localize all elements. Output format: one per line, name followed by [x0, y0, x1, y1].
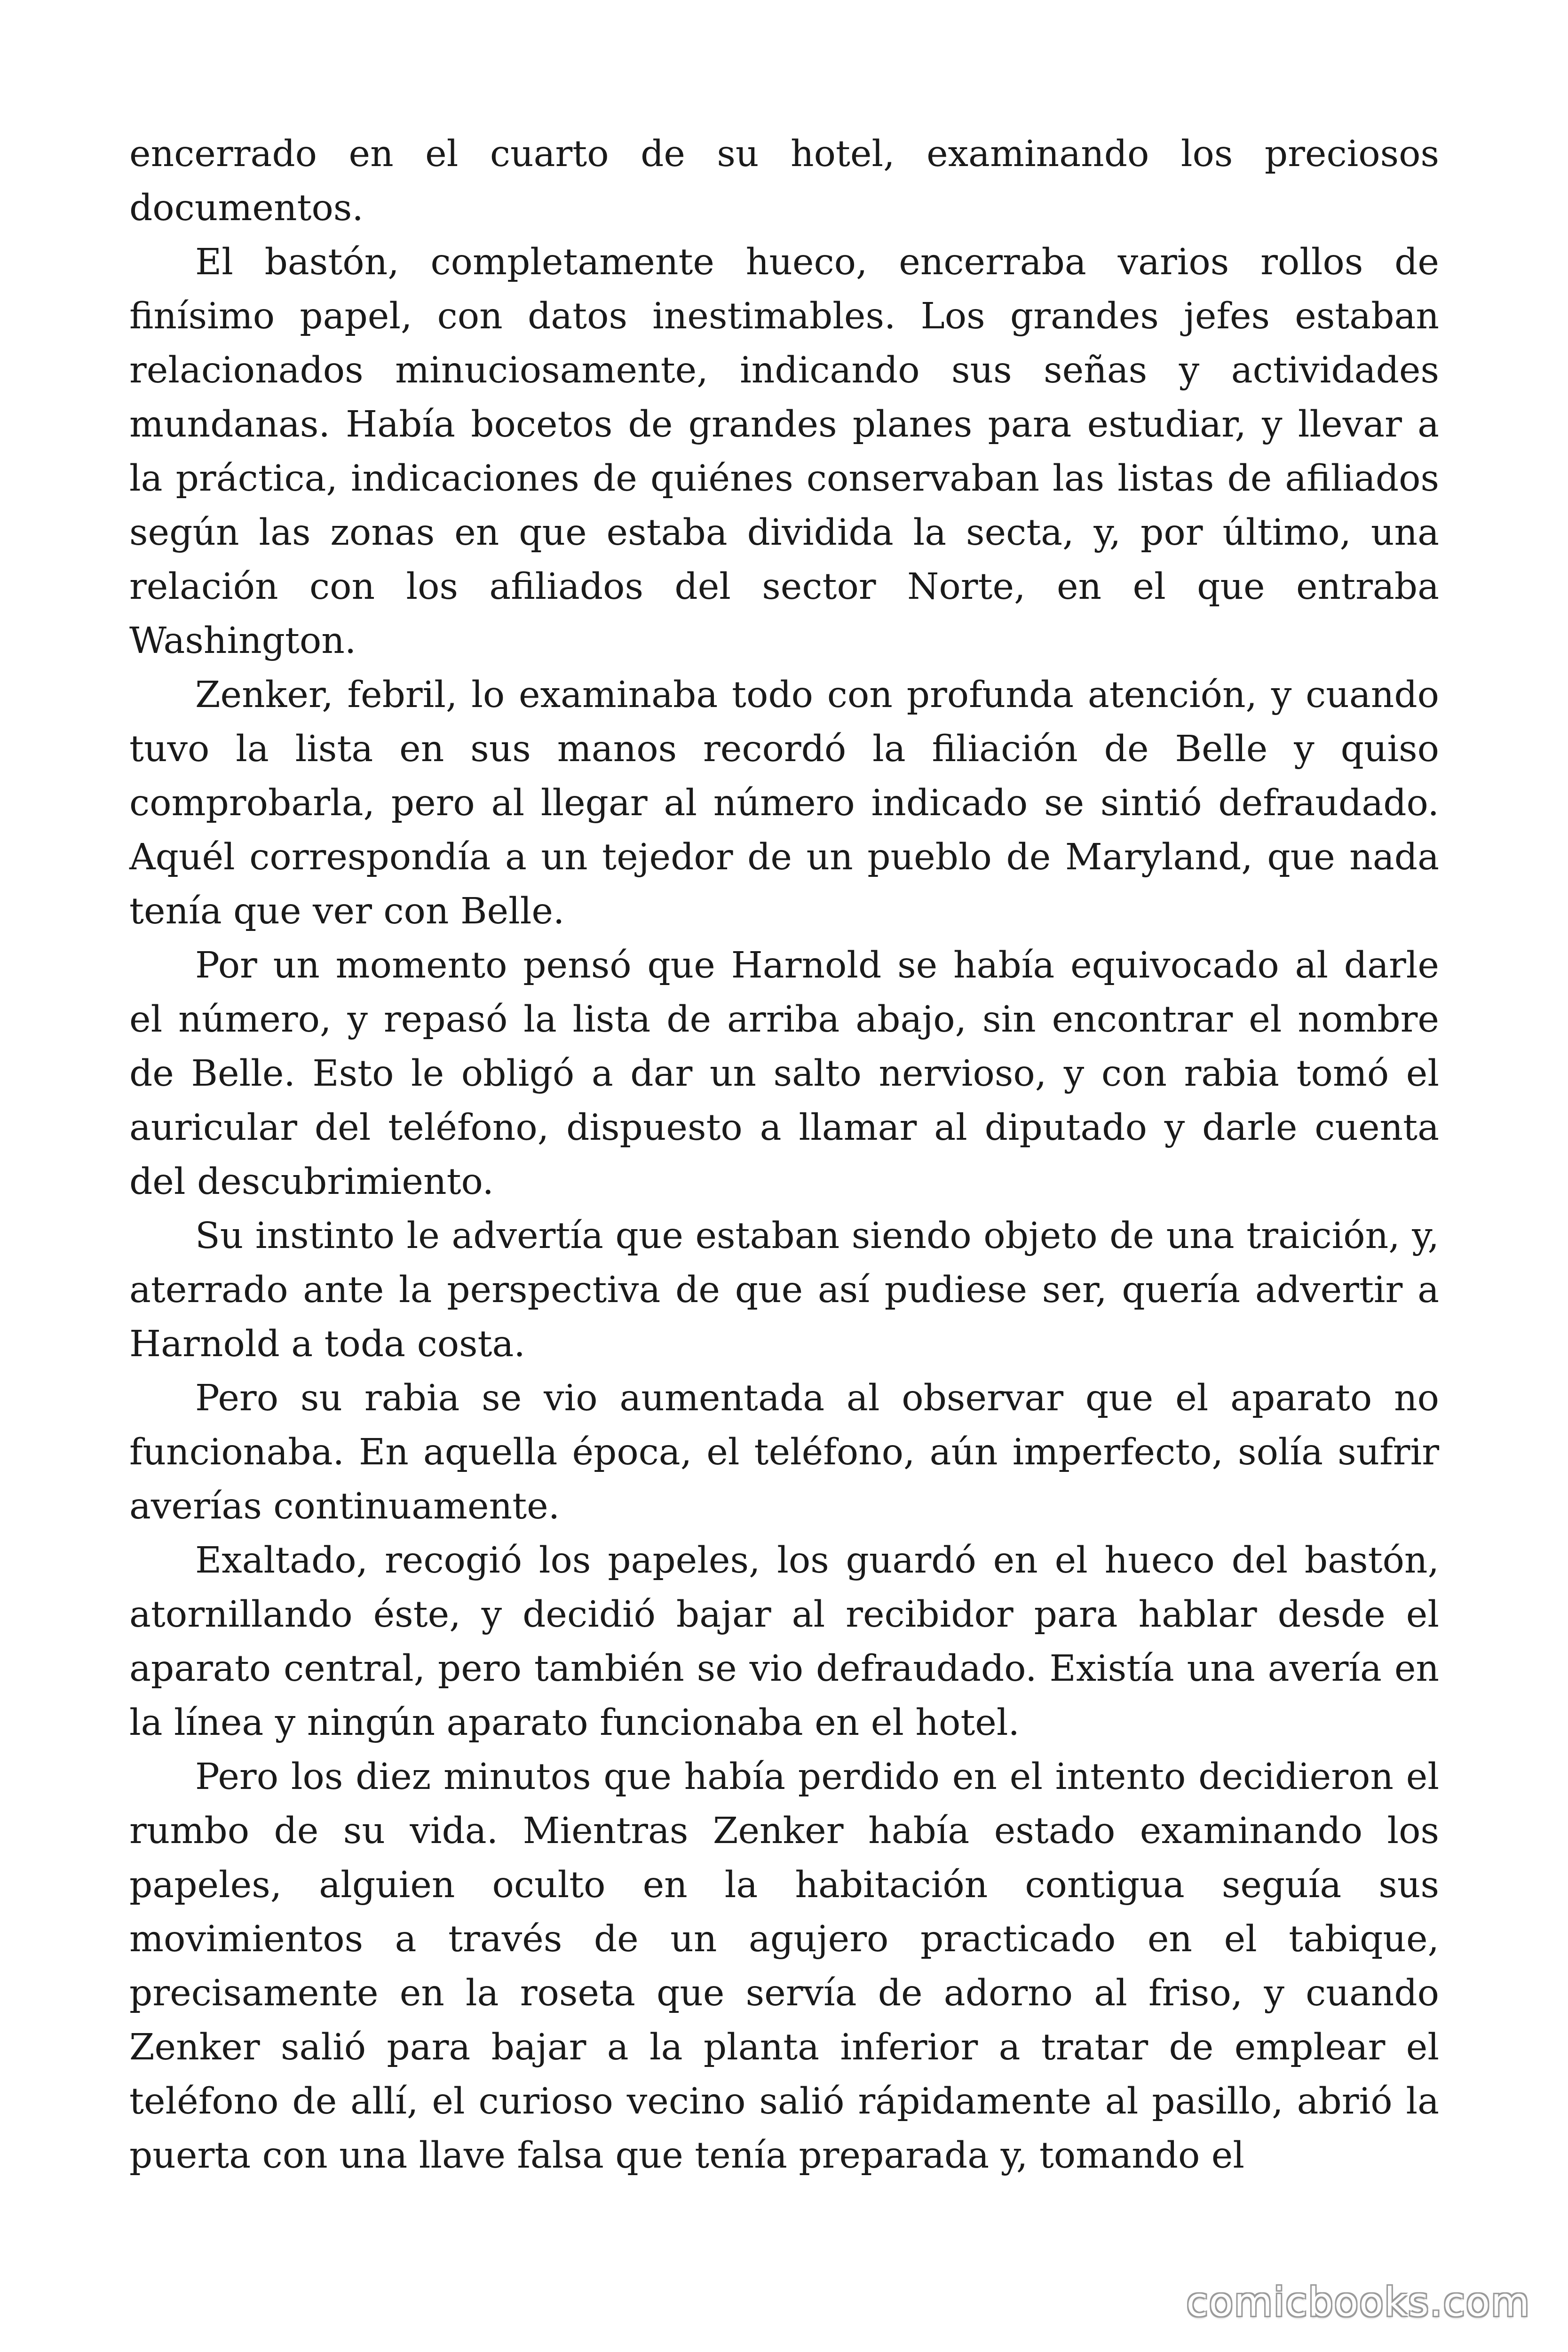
paragraph: Pero su rabia se vio aumentada al observar que el aparato no funcionaba. En aquella época, el teléfono, aún imperfecto, solía sufrir averías continuamente.: [129, 1377, 1439, 1527]
paragraph-continuation: encerrado en el cuarto de su hotel, examinando los preciosos documentos.: [129, 133, 1439, 229]
watermark: comicbooks.com: [1186, 2279, 1530, 2325]
paragraph: Pero los diez minutos que había perdido en el intento decidieron el rumbo de su vida. Mientras Zenker había estado examinando los papeles, alguien oculto en la habitación contigua seguía sus movimientos a través de un agujero practicado en el tabique, precisamente en la roseta que servía de adorno al friso, y cuando Zenker salió para bajar a la planta inferior a tratar de emplear el teléfono de allí, el curioso vecino salió rápidamente al pasillo, abrió la puerta con una llave falsa que tenía preparada y, tomando el: [129, 1756, 1439, 2177]
paragraph: Su instinto le advertía que estaban siendo objeto de una traición, y, aterrado ante la perspectiva de que así pudiese ser, quería advertir a Harnold a toda costa.: [129, 1215, 1439, 1365]
paragraph: El bastón, completamente hueco, encerraba varios rollos de finísimo papel, con datos inestimables. Los grandes jefes estaban relacionados minuciosamente, indicando sus señas y actividades mundanas. Había bocetos de grandes planes para estudiar, y llevar a la práctica, indicaciones de quiénes conservaban las listas de afiliados según las zonas en que estaba dividida la secta, y, por último, una relación con los afiliados del sector Norte, en el que entraba Washington.: [129, 241, 1439, 662]
body-text: [129, 127, 1439, 2183]
paragraph: Zenker, febril, lo examinaba todo con profunda atención, y cuando tuvo la lista en sus manos recordó la filiación de Belle y quiso comprobarla, pero al llegar al número indicado se sintió defraudado. Aquél correspondía a un tejedor de un pueblo de Maryland, que nada tenía que ver con Belle.: [129, 674, 1439, 932]
paragraph: Por un momento pensó que Harnold se había equivocado al darle el número, y repasó la lista de arriba abajo, sin encontrar el nombre de Belle. Esto le obligó a dar un salto nervioso, y con rabia tomó el auricular del teléfono, dispuesto a llamar al diputado y darle cuenta del descubrimiento.: [129, 945, 1439, 1203]
paragraph: Exaltado, recogió los papeles, los guardó en el hueco del bastón, atornillando éste, y decidió bajar al recibidor para hablar desde el aparato central, pero también se vio defraudado. Existía una avería en la línea y ningún aparato funcionaba en el hotel.: [129, 1540, 1439, 1744]
